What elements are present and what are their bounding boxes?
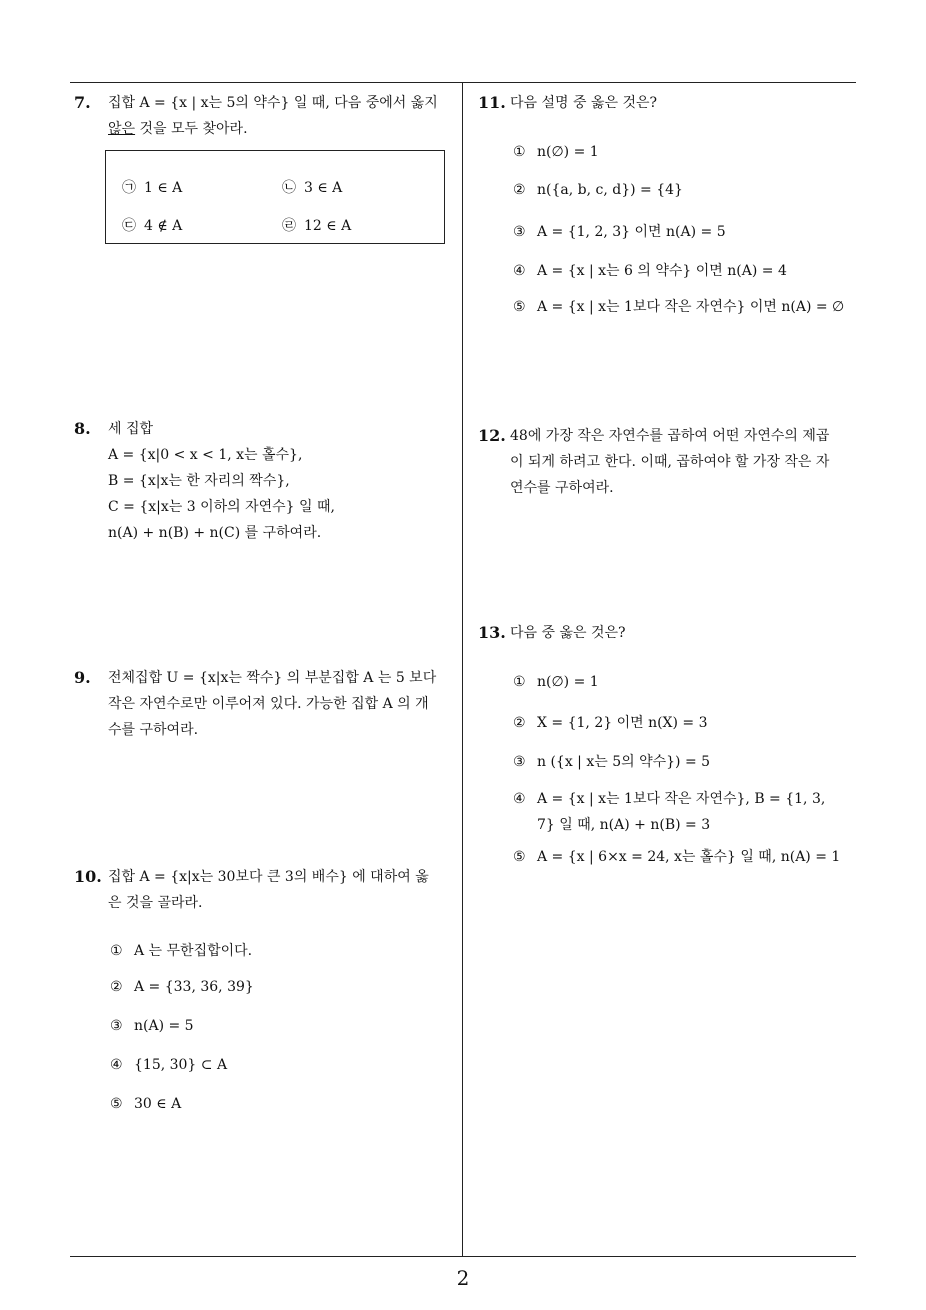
option-4[interactable]: ④ {15, 30} ⊂ A [110, 1057, 228, 1073]
page-number: 2 [456, 1266, 470, 1290]
question-number: 7. [74, 93, 91, 112]
question-text: 집합 A = {x|x는 30보다 큰 3의 배수} 에 대하여 옳 은 것을 골라라. [108, 869, 429, 911]
question-text: 세 집합 A = {x|0 < x < 1, x는 홀수}, B = {x|x는 한 자리의 짝수}, C = {x|x는 3 이하의 자연수} 일 때, n(A) + n(B) + n(C) 를 구하여라. [108, 421, 335, 541]
box-item: ㉣ 12 ∈ A [282, 218, 352, 234]
question-11 [478, 90, 858, 116]
question-9 [74, 665, 458, 743]
option-1[interactable]: ① n(∅) = 1 [513, 674, 599, 690]
question-8 [74, 416, 458, 546]
question-number: 12. [478, 426, 506, 445]
question-number: 11. [478, 93, 506, 112]
option-3[interactable]: ③ n ({x | x는 5의 약수}) = 5 [513, 754, 711, 770]
column-divider [462, 82, 463, 1256]
question-text: 전체집합 U = {x|x는 짝수} 의 부분집합 A 는 5 보다 작은 자연수로만 이루어져 있다. 가능한 집합 A 의 개 수를 구하여라. [108, 670, 437, 738]
question-number: 8. [74, 419, 91, 438]
option-5[interactable]: ⑤ A = {x | x는 1보다 작은 자연수} 이면 n(A) = ∅ [513, 299, 845, 315]
option-1[interactable]: ① A 는 무한집합이다. [110, 943, 253, 959]
question-text: 48에 가장 작은 자연수를 곱하여 어떤 자연수의 제곱 이 되게 하려고 한다. 이때, 곱하여야 할 가장 작은 자 연수를 구하여라. [510, 428, 830, 496]
option-4[interactable]: ④ A = {x | x는 1보다 작은 자연수}, B = {1, 3, 7} 일 때, n(A) + n(B) = 3 [513, 791, 826, 833]
question-12 [478, 423, 858, 501]
question-7 [74, 90, 458, 142]
question-number: 13. [478, 623, 506, 642]
option-3[interactable]: ③ n(A) = 5 [110, 1018, 194, 1034]
option-1[interactable]: ① n(∅) = 1 [513, 144, 599, 160]
question-text: 다음 중 옳은 것은? [510, 625, 626, 641]
box-item: ㉠ 1 ∈ A [122, 180, 183, 196]
question-text: 집합 A = {x | x는 5의 약수} 일 때, 다음 중에서 옳지 않은 것을 모두 찾아라. [108, 95, 438, 137]
option-4[interactable]: ④ A = {x | x는 6 의 약수} 이면 n(A) = 4 [513, 263, 787, 279]
option-5[interactable]: ⑤ A = {x | 6×x = 24, x는 홀수} 일 때, n(A) = 1 [513, 849, 841, 865]
bottom-rule [70, 1256, 856, 1257]
question-10 [74, 864, 458, 916]
box-item: ㉢ 4 ∉ A [122, 218, 183, 234]
choice-box [105, 150, 445, 244]
question-text: 다음 설명 중 옳은 것은? [510, 95, 658, 111]
underlined-word: 않은 [108, 121, 136, 137]
option-2[interactable]: ② A = {33, 36, 39} [110, 979, 254, 995]
option-2[interactable]: ② n({a, b, c, d}) = {4} [513, 182, 683, 198]
option-5[interactable]: ⑤ 30 ∈ A [110, 1096, 182, 1112]
option-2[interactable]: ② X = {1, 2} 이면 n(X) = 3 [513, 715, 708, 731]
top-rule [70, 82, 856, 83]
question-number: 9. [74, 668, 91, 687]
question-number: 10. [74, 867, 102, 886]
question-13 [478, 620, 858, 646]
option-3[interactable]: ③ A = {1, 2, 3} 이면 n(A) = 5 [513, 224, 726, 240]
box-item: ㉡ 3 ∈ A [282, 180, 343, 196]
